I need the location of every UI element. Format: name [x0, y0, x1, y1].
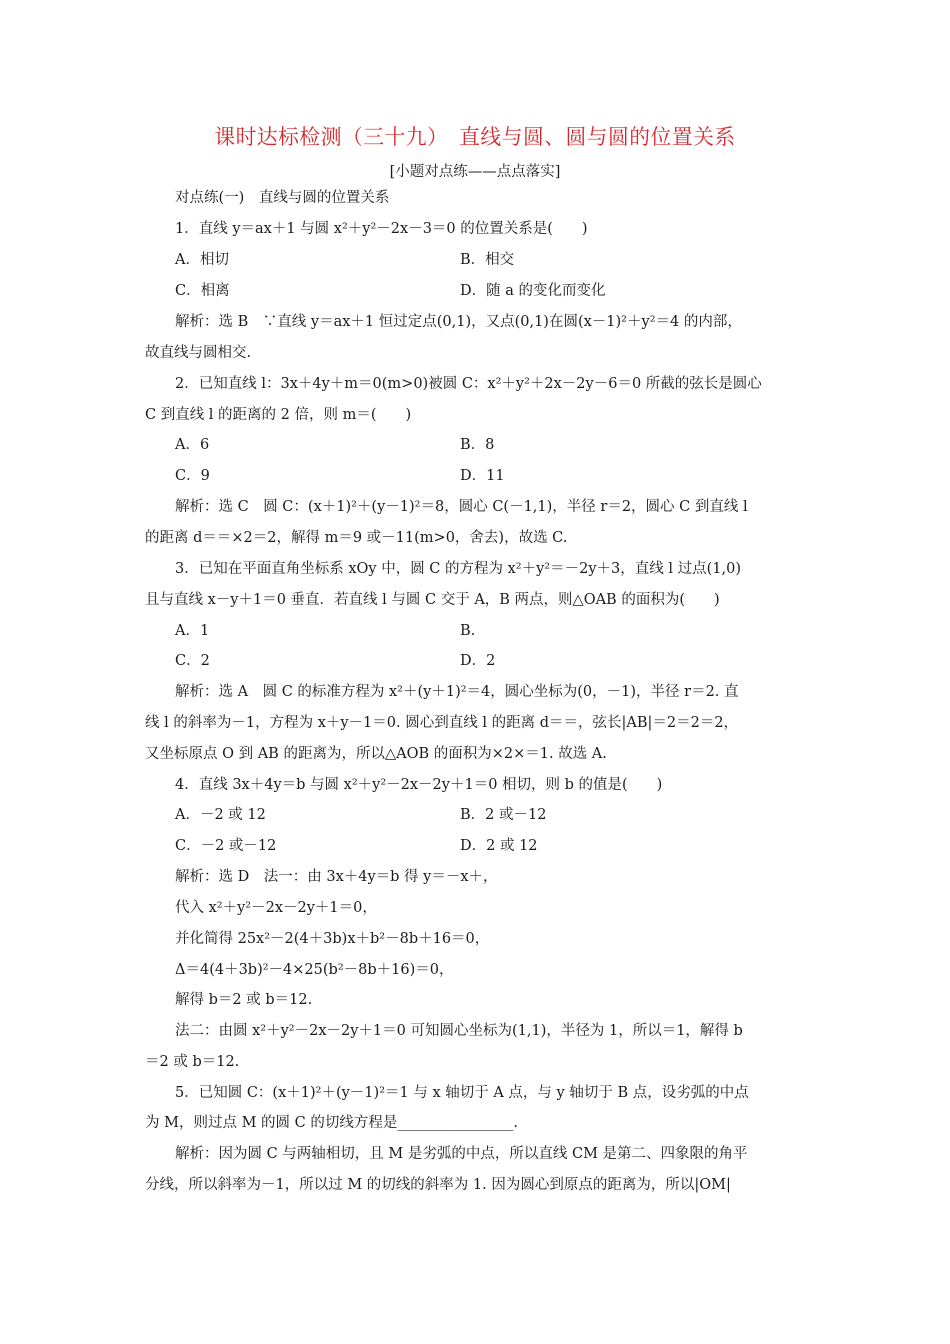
q4-solution-line: 并化简得 25x²－2(4＋3b)x＋b²－8b＋16＝0，: [175, 931, 490, 947]
q5-solution-line: 分线，所以斜率为－1，所以过 M 的切线的斜率为 1. 因为圆心到原点的距离为，所以|OM|: [145, 1177, 731, 1193]
q4-solution-line: ＝2 或 b＝12.: [145, 1054, 240, 1070]
q3-option-c: C．2: [175, 653, 210, 669]
q2-option-c: C．9: [175, 468, 210, 484]
q4-stem: 4．直线 3x＋4y＝b 与圆 x²＋y²－2x－2y＋1＝0 相切，则 b 的值是( ): [175, 777, 663, 793]
q4-option-b: B．2 或－12: [460, 807, 547, 823]
q1-solution-line: 解析：选 B ∵直线 y＝ax＋1 恒过定点(0,1)，又点(0,1)在圆(x－1)²＋y²＝4 的内部，: [175, 314, 742, 330]
q1-option-a: A．相切: [175, 252, 229, 268]
q3-stem: 且与直线 x－y＋1＝0 垂直．若直线 l 与圆 C 交于 A，B 两点，则△OAB 的面积为( ): [145, 592, 720, 608]
q4-solution-line: 解得 b＝2 或 b＝12.: [175, 992, 313, 1008]
q1-option-b: B．相交: [460, 252, 515, 268]
q3-option-b: B.: [460, 623, 476, 639]
page-subtitle: [小题对点练——点点落实]: [389, 164, 561, 180]
q1-option-d: D．随 a 的变化而变化: [460, 283, 606, 299]
section-heading: 对点练(一) 直线与圆的位置关系: [175, 190, 390, 206]
page-title: 课时达标检测（三十九） 直线与圆、圆与圆的位置关系: [214, 125, 736, 149]
q3-option-d: D．2: [460, 653, 496, 669]
q2-stem: 2．已知直线 l：3x＋4y＋m＝0(m>0)被圆 C：x²＋y²＋2x－2y－6＝0 所截的弦长是圆心: [175, 376, 762, 392]
q2-option-a: A．6: [175, 437, 210, 453]
q2-solution-line: 解析：选 C 圆 C：(x＋1)²＋(y－1)²＝8，圆心 C(－1,1)，半径 r＝2，圆心 C 到直线 l: [175, 499, 748, 515]
q4-solution-line: 解析：选 D 法一：由 3x＋4y＝b 得 y＝－x＋，: [175, 869, 498, 885]
q4-option-d: D．2 或 12: [460, 838, 538, 854]
q4-solution-line: 代入 x²＋y²－2x－2y＋1＝0，: [175, 900, 377, 916]
q4-solution-line: 法二：由圆 x²＋y²－2x－2y＋1＝0 可知圆心坐标为(1,1)，半径为 1，所以＝1，解得 b: [175, 1023, 743, 1039]
q1-option-c: C．相离: [175, 283, 230, 299]
q3-solution-line: 线 l 的斜率为－1，方程为 x＋y－1＝0. 圆心到直线 l 的距离 d＝＝，弦长|AB|＝2＝2＝2，: [145, 715, 739, 731]
q1-stem: 1．直线 y＝ax＋1 与圆 x²＋y²－2x－3＝0 的位置关系是( ): [175, 221, 588, 237]
q1-solution-line: 故直线与圆相交.: [145, 345, 252, 361]
q2-solution-line: 的距离 d＝＝×2＝2，解得 m＝9 或－11(m>0，舍去)，故选 C.: [145, 530, 568, 546]
q4-option-c: C．－2 或－12: [175, 838, 277, 854]
q2-option-d: D．11: [460, 468, 505, 484]
q2-stem: C 到直线 l 的距离的 2 倍，则 m＝( ): [145, 407, 412, 423]
q3-stem: 3．已知在平面直角坐标系 xOy 中，圆 C 的方程为 x²＋y²＝－2y＋3，直线 l 过点(1,0): [175, 561, 741, 577]
q4-solution-line: Δ＝4(4＋3b)²－4×25(b²－8b＋16)＝0，: [175, 962, 454, 978]
q5-stem: 5．已知圆 C：(x＋1)²＋(y－1)²＝1 与 x 轴切于 A 点，与 y 轴切于 B 点，设劣弧的中点: [175, 1085, 749, 1101]
q4-option-a: A．－2 或 12: [175, 807, 266, 823]
q2-option-b: B．8: [460, 437, 495, 453]
q5-stem: 为 M，则过点 M 的圆 C 的切线方程是________________.: [145, 1115, 518, 1131]
q3-solution-line: 解析：选 A 圆 C 的标准方程为 x²＋(y＋1)²＝4，圆心坐标为(0，－1)，半径 r＝2. 直: [175, 684, 739, 700]
q3-option-a: A．1: [175, 623, 210, 639]
q5-solution-line: 解析：因为圆 C 与两轴相切，且 M 是劣弧的中点，所以直线 CM 是第二、四象限的角平: [175, 1146, 748, 1162]
q3-solution-line: 又坐标原点 O 到 AB 的距离为，所以△AOB 的面积为×2×＝1. 故选 A.: [145, 746, 607, 762]
